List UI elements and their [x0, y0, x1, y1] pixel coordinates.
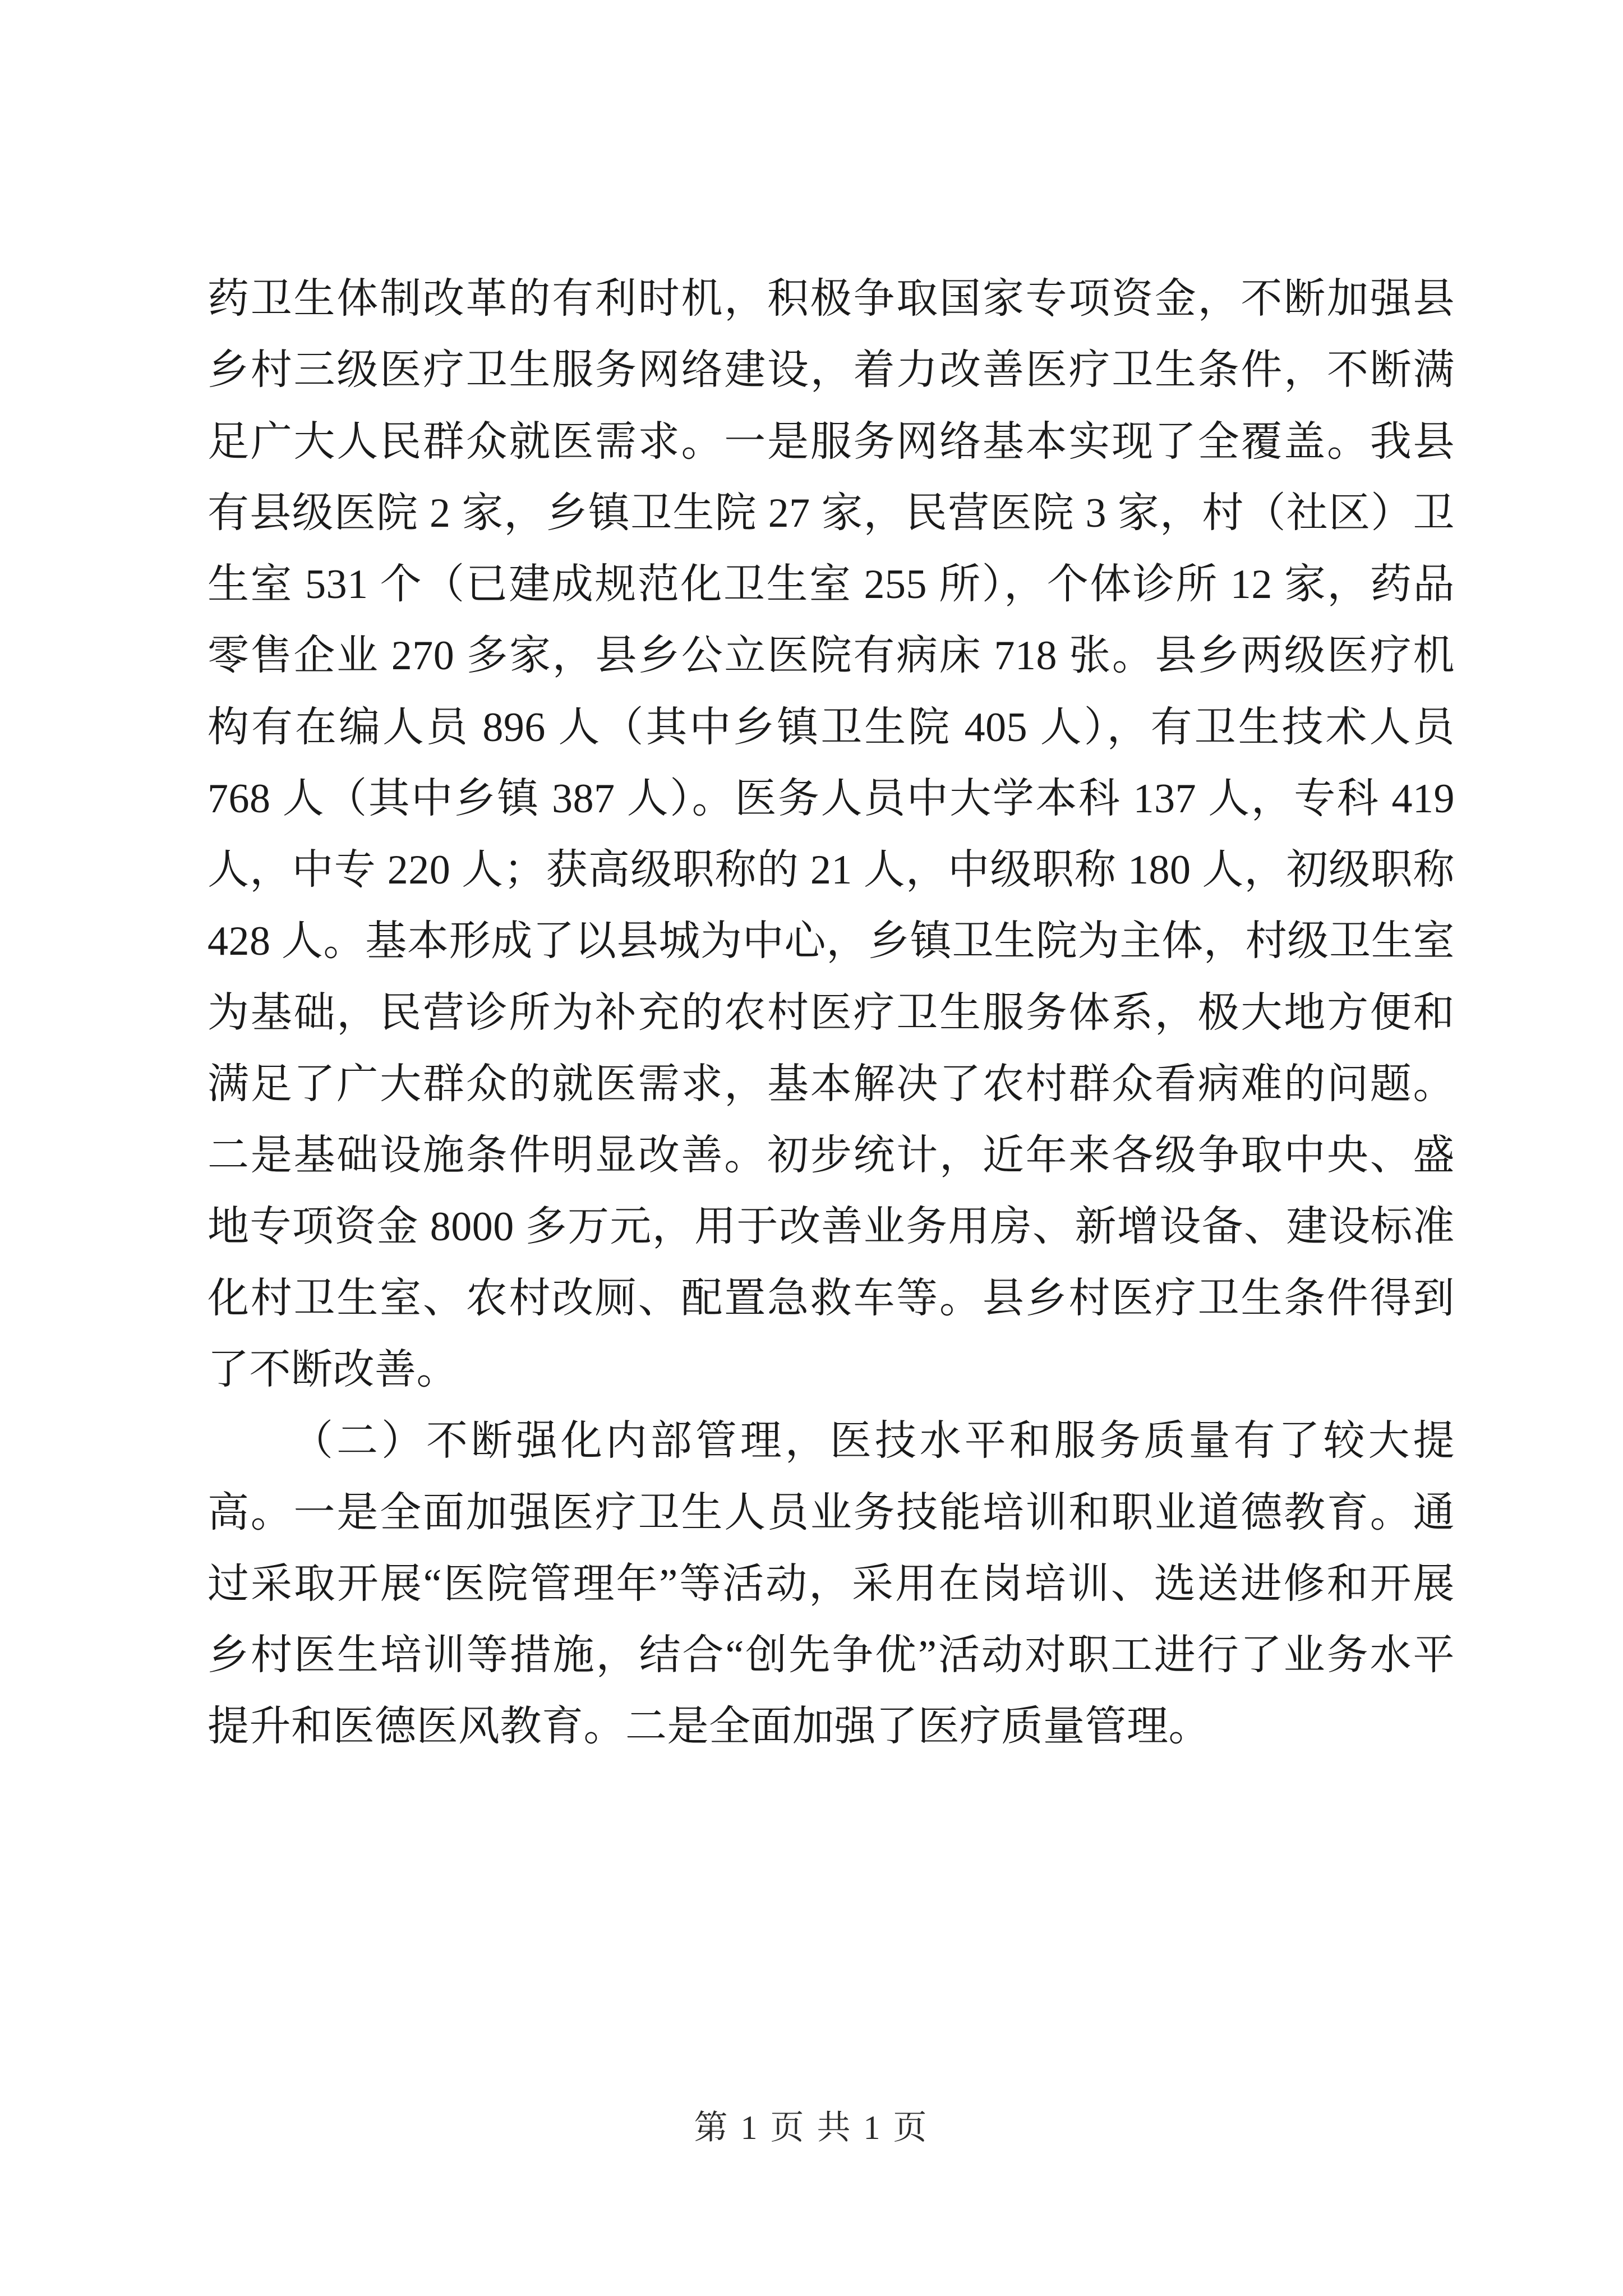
paragraph-1: 药卫生体制改革的有利时机，积极争取国家专项资金，不断加强县乡村三级医疗卫生服务网络建设，着力改善医疗卫生条件，不断满足广大人民群众就医需求。一是服务网络基本实现了全覆盖。我县有县级医院 2 家，乡镇卫生院 27 家，民营医院 3 家，村（社区）卫生室 531 个（已建成规范化卫生室 255 所），个体诊所 12 家，药品零售企业 270 多家，县乡公立医院有病床 718 张。县乡两级医疗机构有在编人员 896 人（其中乡镇卫生院 405 人），有卫生技术人员 768 人（其中乡镇 387 人）。医务人员中大学本科 137 人，专科 419 人，中专 220 人；获高级职称的 21 人，中级职称 180 人，初级职称 428 人。基本形成了以县城为中心，乡镇卫生院为主体，村级卫生室为基础，民营诊所为补充的农村医疗卫生服务体系，极大地方便和满足了广大群众的就医需求，基本解决了农村群众看病难的问题。二是基础设施条件明显改善。初步统计，近年来各级争取中央、盛地专项资金 8000 多万元，用于改善业务用房、新增设备、建设标准化村卫生室、农村改厕、配置急救车等。县乡村医疗卫生条件得到了不断改善。: [208, 276, 1455, 1393]
page-footer: 第 1 页 共 1 页: [694, 2109, 929, 2146]
paragraph-2: （二）不断强化内部管理，医技水平和服务质量有了较大提高。一是全面加强医疗卫生人员业务技能培训和职业道德教育。通过采取开展“医院管理年”等活动，采用在岗培训、选送进修和开展乡村医生培训等措施，结合“创先争优”活动对职工进行了业务水平提升和医德医风教育。二是全面加强了医疗质量管理。: [208, 1418, 1455, 1750]
document-body: [208, 264, 1455, 1763]
